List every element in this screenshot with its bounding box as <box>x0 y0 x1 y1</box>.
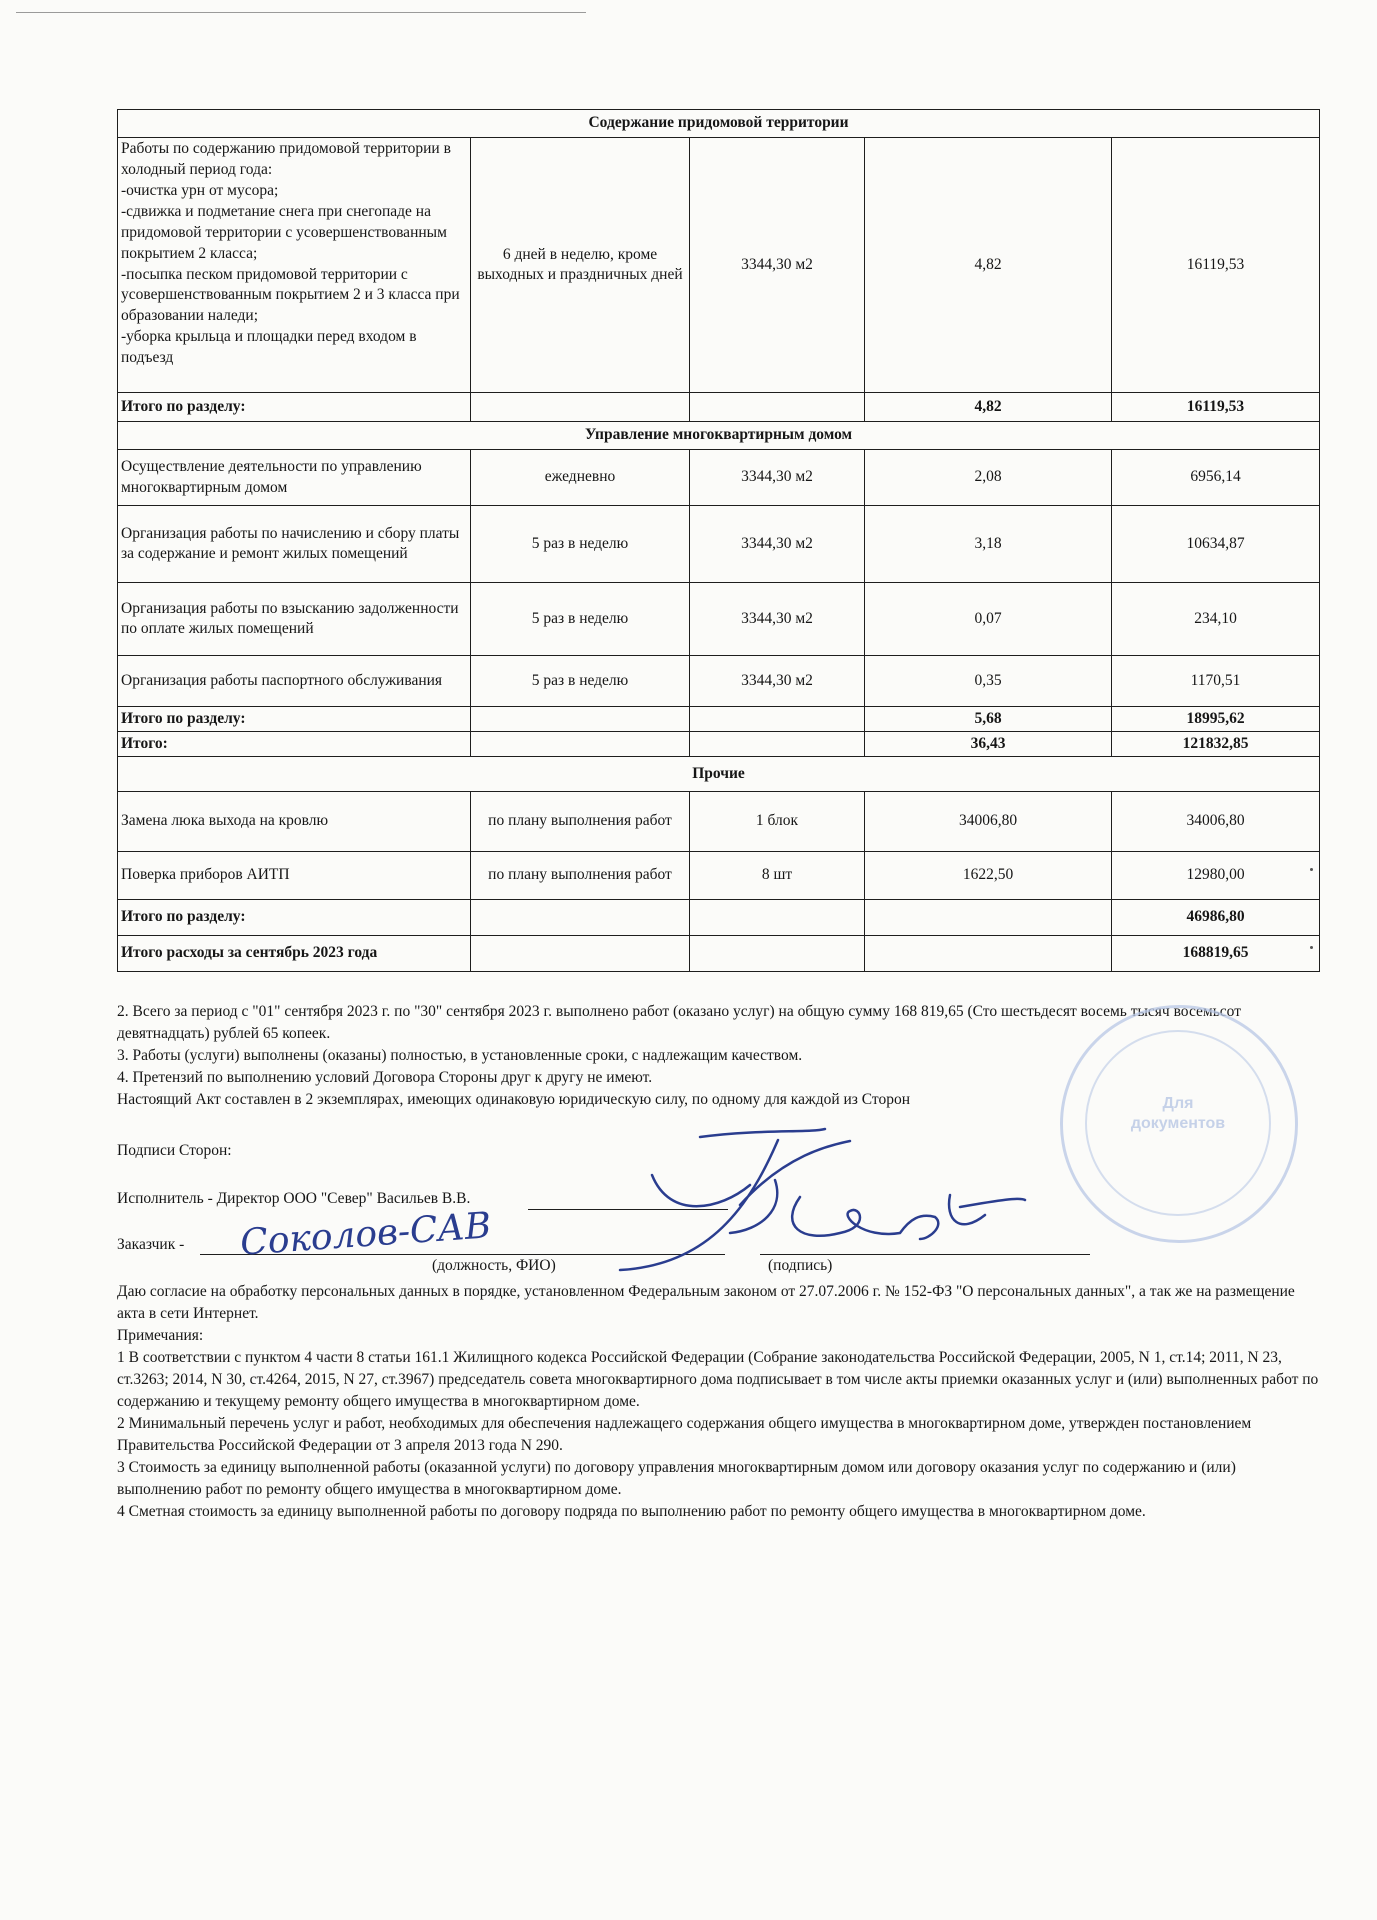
grand-total-sum: 121832,85 <box>1112 732 1320 757</box>
section-title-other: Прочие <box>118 757 1320 792</box>
table-row <box>118 583 1320 656</box>
customer-label: Заказчик - <box>117 1236 185 1253</box>
services-table <box>117 109 1320 972</box>
row-period: 5 раз в неделю <box>471 583 690 656</box>
row-price: 34006,80 <box>865 792 1112 852</box>
total-label: Итого по разделу: <box>118 393 471 422</box>
note-2: 2 Минимальный перечень услуг и работ, необходимых для обеспечения надлежащего содержания общего имущества в многоквартирном доме, утвержден постановлением Правительства Российской Федерации от 3 апреля 2013 года N 290. <box>117 1415 1252 1454</box>
row-description: Работы по содержанию придомовой территории в холодный период года: -очистка урн от мусора; -сдвижка и подметание снега при снегопаде на придомовой территории с усовершенствованным покрытием 2 класса; -посыпка песком придомовой территории с усовершенствованным покрытием 2 и 3 класса при образовании наледи; -уборка крыльца и площадки перед входом в подъезд <box>118 138 471 393</box>
row-description: Организация работы по начислению и сбору платы за содержание и ремонт жилых помещений <box>118 506 471 583</box>
position-caption: (должность, ФИО) <box>432 1257 556 1274</box>
row-rate: 2,08 <box>865 450 1112 506</box>
table-row <box>118 792 1320 852</box>
signatures-heading: Подписи Сторон: <box>117 1142 232 1159</box>
row-area: 3344,30 м2 <box>690 138 865 393</box>
total-label: Итого по разделу: <box>118 707 471 732</box>
customer-handwritten-name: Соколов-САВ <box>238 1205 493 1264</box>
table-row <box>118 138 1320 393</box>
row-sum: 1170,51 <box>1112 656 1320 707</box>
grand-total-rate: 36,43 <box>865 732 1112 757</box>
row-quantity: 1 блок <box>690 792 865 852</box>
table-row <box>118 506 1320 583</box>
row-period: 6 дней в неделю, кроме выходных и праздничных дней <box>471 138 690 393</box>
paragraph-copies: Настоящий Акт составлен в 2 экземплярах, имеющих одинаковую юридическую силу, по одному для каждой из Сторон <box>117 1091 911 1108</box>
stamp-text: Для документов <box>1130 1095 1226 1132</box>
total-rate: 4,82 <box>865 393 1112 422</box>
section-title-management: Управление многоквартирным домом <box>118 422 1320 450</box>
expenses-total-row <box>118 936 1320 972</box>
note-4: 4 Сметная стоимость за единицу выполненной работы по договору подряда по выполнению работ по ремонту общего имущества в многоквартирном доме. <box>117 1503 1146 1520</box>
grand-total-label: Итого: <box>118 732 471 757</box>
row-description: Осуществление деятельности по управлению многоквартирным домом <box>118 450 471 506</box>
row-description: Организация работы по взысканию задолженности по оплате жилых помещений <box>118 583 471 656</box>
paragraph-no-claims: 4. Претензий по выполнению условий Договора Стороны друг к другу не имеют. <box>117 1069 653 1086</box>
paragraph-total-sum: 2. Всего за период с "01" сентября 2023 г. по "30" сентября 2023 г. выполнено работ (оказано услуг) на общую сумму 168 819,65 (Сто шестьдесят восемь тысяч восемьсот девятнадцать) рублей 65 копеек. <box>117 1003 1241 1042</box>
table-row <box>118 852 1320 900</box>
signature-caption: (подпись) <box>768 1257 833 1274</box>
organization-stamp <box>1060 1005 1298 1243</box>
executor-line: Исполнитель - Директор ООО "Север" Васильев В.В. <box>117 1190 471 1207</box>
row-rate: 0,35 <box>865 656 1112 707</box>
row-period: по плану выполнения работ <box>471 792 690 852</box>
total-sum: 18995,62 <box>1112 707 1320 732</box>
note-1: 1 В соответствии с пунктом 4 части 8 статьи 161.1 Жилищного кодекса Российской Федерации (Собрание законодательства Российской Федерации, 2005, N 1, ст.14; 2011, N 23, ст.3263; 2014, N 30, ст.4264, 2015, N 27, ст.3967) председатель совета многоквартирного дома подписывает в том числе акты приемки оказанных услуг и (или) выполненных работ по содержанию и текущему ремонту общего имущества в многоквартирном доме. <box>117 1349 1319 1410</box>
row-period: 5 раз в неделю <box>471 506 690 583</box>
table-row <box>118 656 1320 707</box>
grand-total-row <box>118 732 1320 757</box>
table-row <box>118 450 1320 506</box>
consent-and-notes <box>117 1281 1322 1523</box>
total-rate: 5,68 <box>865 707 1112 732</box>
consent-paragraph: Даю согласие на обработку персональных данных в порядке, установленном Федеральным законом от 27.07.2006 г. № 152-ФЗ "О персональных данных", а так же на размещение акта в сети Интернет. <box>117 1283 1295 1322</box>
notes-heading: Примечания: <box>117 1327 204 1344</box>
row-sum: 10634,87 <box>1112 506 1320 583</box>
row-period: ежедневно <box>471 450 690 506</box>
section-total-row <box>118 707 1320 732</box>
section-total-row <box>118 900 1320 936</box>
row-area: 3344,30 м2 <box>690 656 865 707</box>
scan-speck <box>1310 868 1313 871</box>
row-rate: 0,07 <box>865 583 1112 656</box>
section-title-territory: Содержание придомовой территории <box>118 110 1320 138</box>
row-description: Замена люка выхода на кровлю <box>118 792 471 852</box>
row-period: 5 раз в неделю <box>471 656 690 707</box>
row-sum: 16119,53 <box>1112 138 1320 393</box>
handwritten-signatures <box>600 1115 1040 1280</box>
row-rate: 3,18 <box>865 506 1112 583</box>
total-sum: 46986,80 <box>1112 900 1320 936</box>
scan-speck <box>1310 946 1313 949</box>
row-rate: 4,82 <box>865 138 1112 393</box>
row-area: 3344,30 м2 <box>690 450 865 506</box>
expenses-total-label: Итого расходы за сентябрь 2023 года <box>118 936 471 972</box>
row-sum: 6956,14 <box>1112 450 1320 506</box>
total-label: Итого по разделу: <box>118 900 471 936</box>
paragraph-quality: 3. Работы (услуги) выполнены (оказаны) полностью, в установленные сроки, с надлежащим качеством. <box>117 1047 803 1064</box>
row-description: Поверка приборов АИТП <box>118 852 471 900</box>
row-area: 3344,30 м2 <box>690 583 865 656</box>
expenses-total-sum: 168819,65 <box>1112 936 1320 972</box>
row-price: 1622,50 <box>865 852 1112 900</box>
row-sum: 12980,00 <box>1112 852 1320 900</box>
total-sum: 16119,53 <box>1112 393 1320 422</box>
note-3: 3 Стоимость за единицу выполненной работы (оказанной услуги) по договору управления многоквартирным домом или договору оказания услуг по содержанию и (или) выполнению работ по ремонту общего имущества в многоквартирном доме. <box>117 1459 1236 1498</box>
row-sum: 234,10 <box>1112 583 1320 656</box>
top-scan-rule <box>16 12 586 13</box>
row-description: Организация работы паспортного обслуживания <box>118 656 471 707</box>
row-sum: 34006,80 <box>1112 792 1320 852</box>
row-area: 3344,30 м2 <box>690 506 865 583</box>
row-quantity: 8 шт <box>690 852 865 900</box>
row-period: по плану выполнения работ <box>471 852 690 900</box>
section-total-row <box>118 393 1320 422</box>
